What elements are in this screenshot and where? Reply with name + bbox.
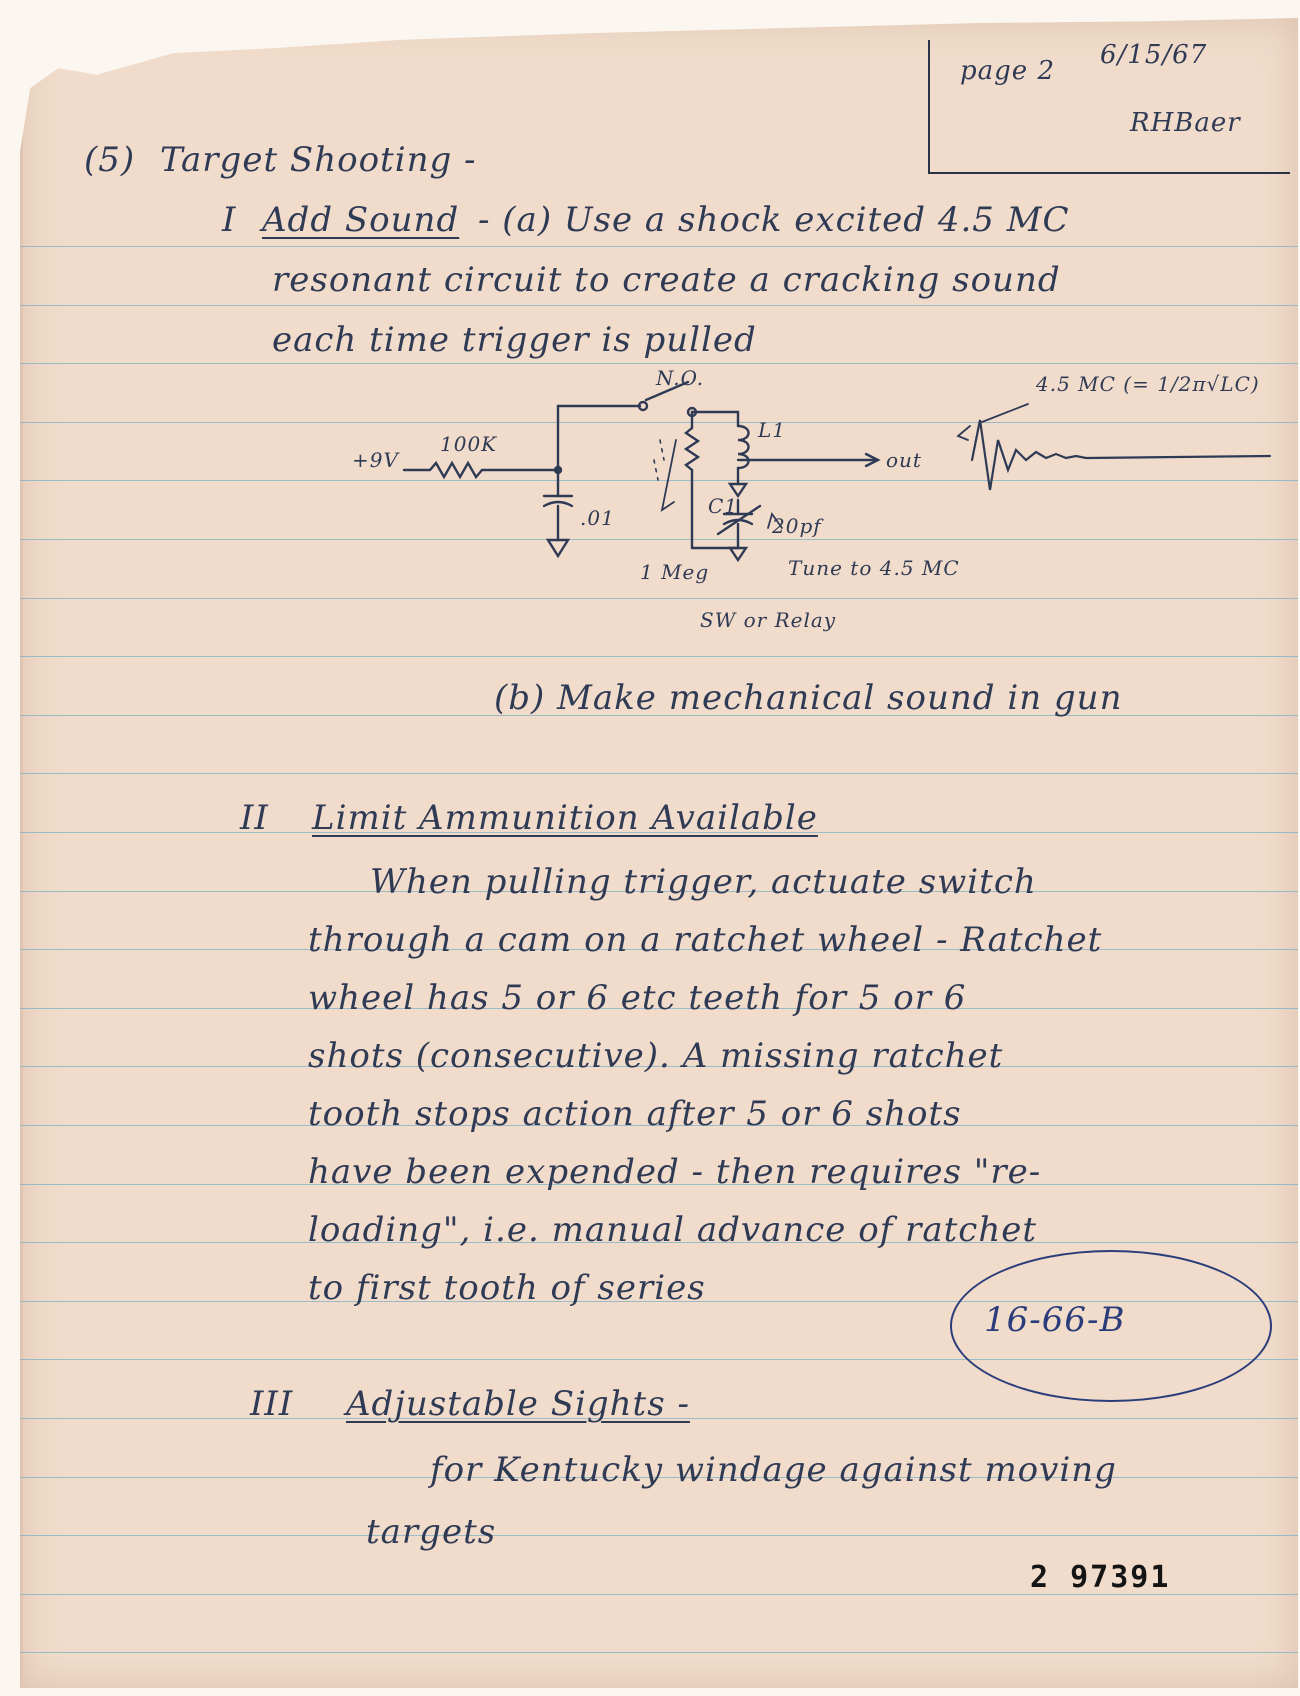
item-1-numeral: I xyxy=(222,200,237,240)
header-page: page 2 xyxy=(960,56,1055,86)
item-1-heading: Add Sound xyxy=(262,200,460,240)
circuit-resistor: 100K xyxy=(440,432,498,456)
circuit-trimmer: 20pf xyxy=(772,514,822,538)
circuit-switch-note: SW or Relay xyxy=(700,608,837,632)
circuit-switch-label: N.O. xyxy=(656,366,705,390)
item-2-line-1: When pulling trigger, actuate switch xyxy=(370,862,1037,902)
waveform-label: 4.5 MC (= 1/2π√LC) xyxy=(1036,372,1260,396)
circuit-supply: +9V xyxy=(352,448,399,472)
item-1-line-a3: each time trigger is pulled xyxy=(272,320,757,360)
item-2-line-3: wheel has 5 or 6 etc teeth for 5 or 6 xyxy=(308,978,967,1018)
item-3-line-2: targets xyxy=(366,1512,497,1552)
circuit-output: out xyxy=(886,448,922,472)
item-3-numeral: III xyxy=(250,1384,294,1424)
item-2-line-5: tooth stops action after 5 or 6 shots xyxy=(308,1094,962,1134)
item-3-line-1: for Kentucky windage against moving xyxy=(430,1450,1117,1490)
circuit-inductor: L1 xyxy=(758,418,787,442)
circuit-resistor-2: 1 Meg xyxy=(640,560,710,584)
section-title: Target Shooting - xyxy=(160,140,477,180)
header-initials: RHBaer xyxy=(1130,108,1241,138)
item-1-line-b: (b) Make mechanical sound in gun xyxy=(494,678,1123,718)
item-1-line-a1: - (a) Use a shock excited 4.5 MC xyxy=(478,200,1070,240)
circuit-capacitor: .01 xyxy=(580,506,615,530)
reference-code: 16-66-B xyxy=(984,1300,1126,1340)
circuit-cap-2: C1 xyxy=(708,494,739,518)
item-2-heading: Limit Ammunition Available xyxy=(312,798,818,838)
stamped-number: 2 97391 xyxy=(1030,1560,1171,1595)
section-number: (5) xyxy=(84,140,136,180)
item-3-heading: Adjustable Sights - xyxy=(346,1384,690,1424)
item-1-line-a2: resonant circuit to create a cracking sound xyxy=(272,260,1061,300)
item-2-numeral: II xyxy=(240,798,269,838)
circuit-tune-note: Tune to 4.5 MC xyxy=(788,556,960,580)
item-2-line-4: shots (consecutive). A missing ratchet xyxy=(308,1036,1004,1076)
item-2-line-6: have been expended - then requires "re- xyxy=(308,1152,1042,1192)
item-2-line-7: loading", i.e. manual advance of ratchet xyxy=(308,1210,1037,1250)
item-2-line-2: through a cam on a ratchet wheel - Ratchet xyxy=(308,920,1103,960)
item-2-line-8: to first tooth of series xyxy=(308,1268,706,1308)
header-date: 6/15/67 xyxy=(1100,40,1208,70)
